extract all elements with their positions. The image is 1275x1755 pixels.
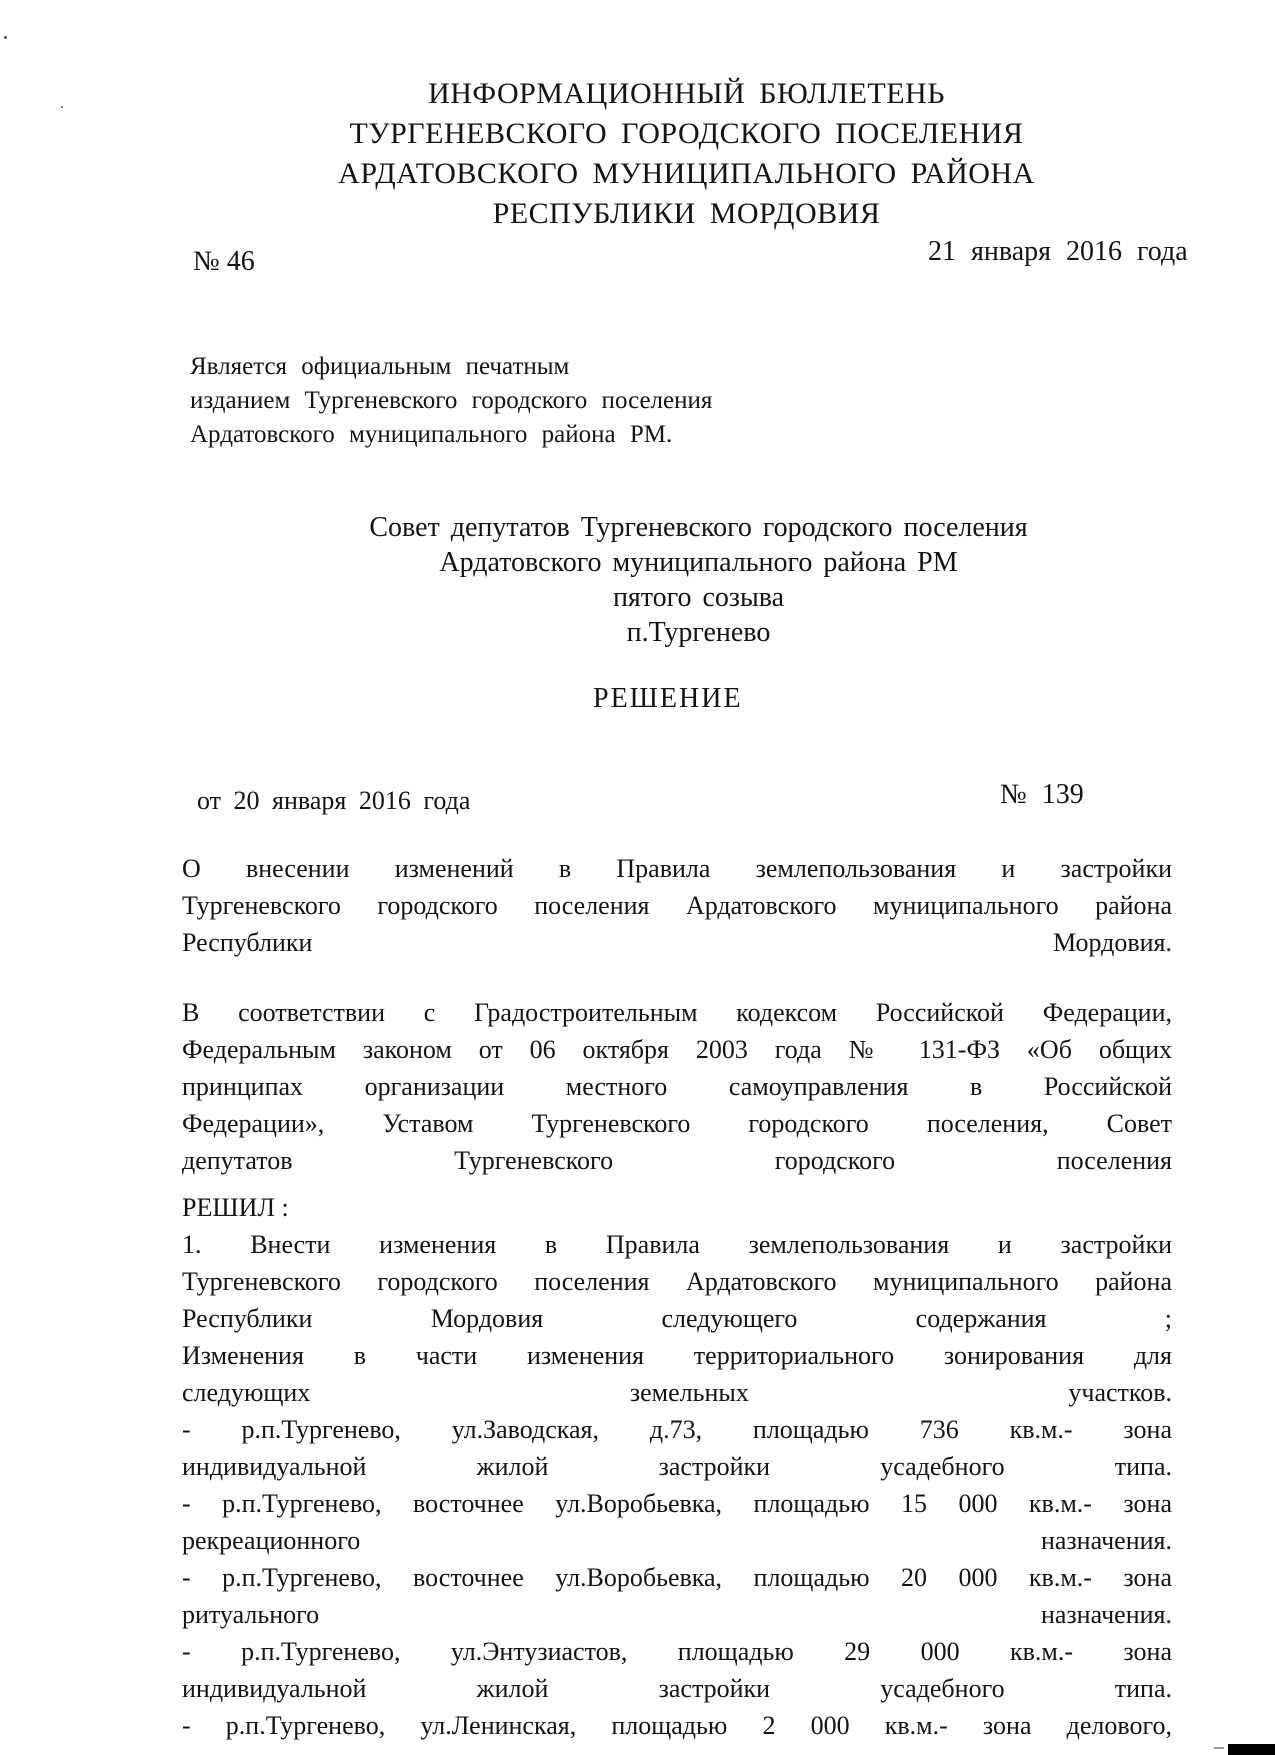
text-line: Ардатовского муниципального района РМ. <box>190 421 673 448</box>
text-line: индивидуальной жилой застройки усадебного типа. <box>182 1452 1172 1481</box>
text-line: РЕСПУБЛИКИ МОРДОВИЯ <box>492 197 881 230</box>
resolved-body <box>182 1226 1172 1744</box>
issue-date: 21 января 2016 года <box>928 236 1188 267</box>
text-line: Федерации», Уставом Тургеневского городского поселения, Совет <box>182 1109 1172 1138</box>
text-line: О внесении изменений в Правила землепользования и застройки <box>182 854 1172 883</box>
text-line: следующих земельных участков. <box>182 1378 1172 1407</box>
text-line: принципах организации местного самоуправления в Российской <box>182 1072 1172 1101</box>
resolved-heading: РЕШИЛ : <box>182 1193 289 1222</box>
text-line: В соответствии с Градостроительным кодексом Российской Федерации, <box>182 998 1172 1027</box>
decision-title: РЕШЕНИЕ <box>593 683 743 714</box>
scan-corner-tick <box>1214 1747 1224 1749</box>
decision-number: № 139 <box>1000 779 1084 810</box>
text-line: ИНФОРМАЦИОННЫЙ БЮЛЛЕТЕНЬ <box>428 77 945 110</box>
text-line: депутатов Тургеневского городского поселения <box>182 1146 1172 1175</box>
scan-corner-bar <box>1228 1744 1275 1755</box>
text-line: Совет депутатов Тургеневского городского поселения <box>369 512 1028 543</box>
text-line: - р.п.Тургенево, восточнее ул.Воробьевка, площадью 20 000 кв.м.- зона <box>182 1563 1172 1592</box>
text-line: пятого созыва <box>612 582 785 613</box>
text-line: Республики Мордовия. <box>182 928 1172 957</box>
text-line: Федеральным законом от 06 октября 2003 года № 131-ФЗ «Об общих <box>182 1035 1172 1064</box>
text-line: Является официальным печатным <box>190 353 570 380</box>
bulletin-masthead <box>98 74 1275 234</box>
text-line: - р.п.Тургенево, восточнее ул.Воробьевка, площадью 15 000 кв.м.- зона <box>182 1489 1172 1518</box>
text-line: Изменения в части изменения территориального зонирования для <box>182 1341 1172 1370</box>
text-line: ритуального назначения. <box>182 1600 1172 1629</box>
text-line: Тургеневского городского поселения Ардатовского муниципального района <box>182 891 1172 920</box>
decision-subject <box>182 850 1172 961</box>
decision-date: от 20 января 2016 года <box>197 786 471 815</box>
text-line: - р.п.Тургенево, ул.Энтузиастов, площадью 29 000 кв.м.- зона <box>182 1637 1172 1666</box>
decision-preamble <box>182 994 1172 1179</box>
text-line: Тургеневского городского поселения Ардатовского муниципального района <box>182 1267 1172 1296</box>
text-line: ТУРГЕНЕВСКОГО ГОРОДСКОГО ПОСЕЛЕНИЯ <box>349 117 1024 150</box>
text-line: п.Тургенево <box>626 617 771 648</box>
text-line: Ардатовского муниципального района РМ <box>439 547 958 578</box>
text-line: изданием Тургеневского городского поселения <box>190 387 713 414</box>
text-line: АРДАТОВСКОГО МУНИЦИПАЛЬНОГО РАЙОНА <box>338 157 1035 190</box>
scan-speck <box>61 106 63 108</box>
imprint-statement <box>190 350 810 452</box>
text-line: Республики Мордовия следующего содержания ; <box>182 1304 1172 1333</box>
council-heading <box>120 510 1275 650</box>
issue-number: № 46 <box>193 246 255 277</box>
text-line: 1. Внести изменения в Правила землепользования и застройки <box>182 1230 1172 1259</box>
scan-speck <box>4 36 7 39</box>
text-line: индивидуальной жилой застройки усадебного типа. <box>182 1674 1172 1703</box>
text-line: - р.п.Тургенево, ул.Заводская, д.73, площадью 736 кв.м.- зона <box>182 1415 1172 1444</box>
text-line: - р.п.Тургенево, ул.Ленинская, площадью 2 000 кв.м.- зона делового, <box>182 1711 1172 1740</box>
text-line: рекреационного назначения. <box>182 1526 1172 1555</box>
